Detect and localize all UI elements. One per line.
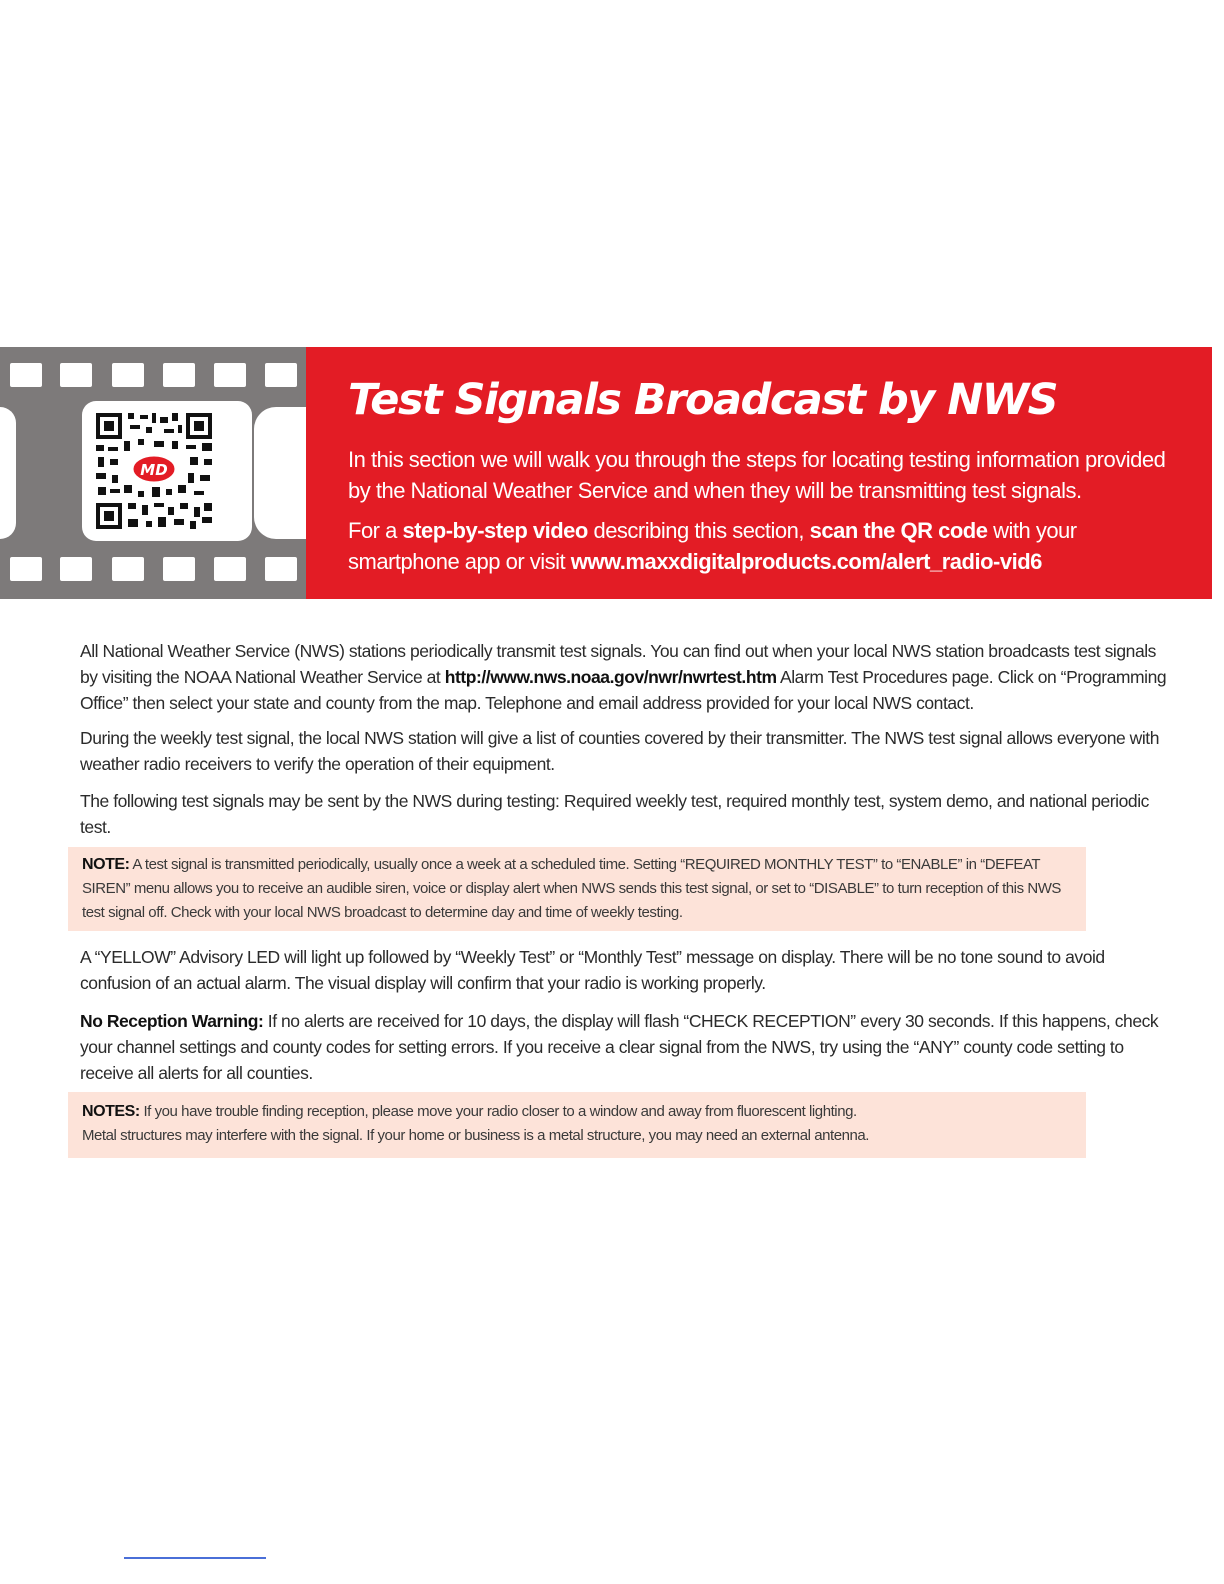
footer-divider [124,1557,266,1559]
paragraph-test-signal-types: The following test signals may be sent by the NWS during testing: Required weekly test, required monthly test, system demo, and national periodic test. [80,791,1149,837]
paragraph-yellow-led: A “YELLOW” Advisory LED will light up followed by “Weekly Test” or “Monthly Test” message on display. There will be no tone sound to avoid confusion of an actual alarm. The visual display will confirm that your radio is working properly. [80,947,1105,993]
p5-text: If no alerts are received for 10 days, the display will flash “CHECK RECEPTION” every 30 seconds. If this happens, check your channel settings and county codes for setting errors. If you receive a clear signal from the NWS, try using the “ANY” county code setting to receive all alerts for all counties. [80,1011,1159,1083]
video-text-mid: describing this section, [587,518,810,543]
banner-intro: In this section we will walk you through the steps for locating testing information provided by the National Weather Service and when they will be transmitting test signals. [348,447,1166,503]
film-perforation [10,363,42,387]
note2-line1: If you have trouble finding reception, please move your radio closer to a window and away from fluorescent lighting. [139,1103,857,1120]
film-perforation [214,363,246,387]
video-url-link[interactable]: www.maxxdigitalproducts.com/alert_radio-vid6 [570,549,1042,574]
film-perforation [214,557,246,581]
note1-text: A test signal is transmitted periodically, usually once a week at a scheduled time. Setting “REQUIRED MONTHLY TEST” to “ENABLE” in “DEFEAT SIREN” menu allows you to receive an audible siren, voice or display alert when NWS sends this test signal, or set to “DISABLE” to turn reception of this NWS test signal off. Check with your local NWS broadcast to determine day and time of weekly testing. [82,856,1061,921]
video-text-bold1: step-by-step video [402,518,588,543]
film-perforation [60,363,92,387]
p5-label: No Reception Warning: [80,1011,264,1031]
film-perforation [265,557,297,581]
note-box-reception [68,1092,1086,1158]
qr-code[interactable] [94,411,214,531]
film-perforation [60,557,92,581]
film-perforation [112,557,144,581]
banner-video-instructions [348,515,1188,577]
film-perforation [265,363,297,387]
video-text-mid2: with your smartphone app or visit [348,518,1077,574]
nws-test-url-link[interactable]: http://www.nws.noaa.gov/nwr/nwrtest.htm [444,667,777,687]
film-notch-left [0,407,16,539]
note-box-test-signal [68,847,1086,931]
paragraph-weekly-test: During the weekly test signal, the local NWS station will give a list of counties covered by their transmitter. The NWS test signal allows everyone with weather radio receivers to verify the operation of their equipment. [80,728,1159,774]
film-perforation [112,363,144,387]
film-perforation [163,363,195,387]
note2-label: NOTES: [82,1103,140,1120]
p1-text1: All National Weather Service (NWS) stations periodically transmit test signals. You can find out when your local NWS station broadcasts test signals by visiting the NOAA National Weather Service at [80,641,1156,687]
p1-text2: Alarm Test Procedures page. Click on “Programming Office” then select your state and county from the map. Telephone and email address provided for your local NWS contact. [80,667,1167,713]
film-notch-right [254,407,306,539]
qr-code-frame [82,401,252,541]
page-title: Test Signals Broadcast by NWS [348,375,1058,425]
banner-red-panel [306,347,1212,599]
film-perforation [163,557,195,581]
film-perforation [10,557,42,581]
video-text-prefix: For a [348,518,403,543]
note2-line2: Metal structures may interfere with the signal. If your home or business is a metal structure, you may need an external antenna. [82,1127,869,1144]
md-logo-text: MD [140,461,168,479]
paragraph-no-reception-warning [80,1008,1175,1086]
note1-label: NOTE: [82,856,130,873]
paragraph-nws-stations [80,638,1175,716]
section-banner [0,347,1212,599]
film-strip-graphic [0,347,306,599]
video-text-bold2: scan the QR code [809,518,988,543]
